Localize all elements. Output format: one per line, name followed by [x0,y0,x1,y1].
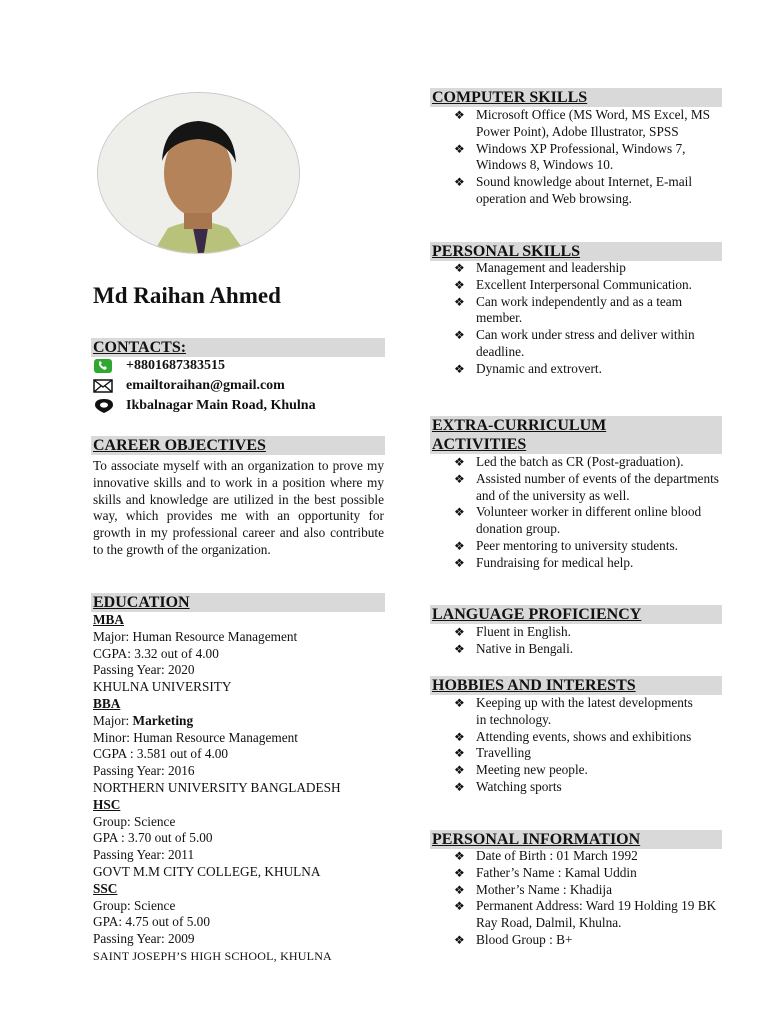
bullet-icon: ❖ [454,641,465,656]
hobbies-list [430,695,700,796]
computer-skills-item [430,107,722,141]
profile-photo [97,92,300,254]
location-pin-icon [93,398,115,414]
language-item [430,624,722,641]
personal-information-item [430,848,722,865]
contact-address [93,398,316,414]
personal-skills-item-text: Management and leadership [476,260,626,275]
hobbies-item-text: Travelling [476,745,531,761]
mba-institution: KHULNA UNIVERSITY [93,679,232,695]
language-list [430,624,722,658]
hobbies-item [430,762,700,779]
ssc-institution: SAINT JOSEPH’S HIGH SCHOOL, KHULNA [93,948,332,963]
hobbies-item-text: Attending events, shows and exhibitions [476,728,692,744]
candidate-name: Md Raihan Ahmed [93,283,281,308]
education-heading: EDUCATION [91,593,385,612]
personal-information-item [430,882,722,899]
personal-information-item [430,865,722,882]
personal-skills-item [430,277,700,294]
contact-email [93,378,285,394]
language-item [430,641,722,658]
bullet-icon: ❖ [454,882,465,897]
personal-information-item-text: Father’s Name : Kamal Uddin [476,864,637,880]
contact-phone [93,358,225,374]
bullet-icon: ❖ [454,696,465,710]
personal-skills-item-text: Can work under stress and deliver within deadline. [476,327,695,359]
bullet-icon: ❖ [454,361,465,376]
bba-major: Major: Marketing [93,712,194,728]
profile-photo-illustration [98,93,299,253]
computer-skills-list [430,107,722,208]
bullet-icon: ❖ [454,261,465,275]
language-item-text: Fluent in English. [476,624,571,639]
bullet-icon: ❖ [454,108,465,122]
bullet-icon: ❖ [454,328,465,343]
personal-information-item-text: Mother’s Name : Khadija [476,881,613,897]
degree-ssc: SSC [93,880,118,896]
hobbies-item-text: Meeting new people. [476,762,588,778]
extra-curriculum-item [430,454,722,471]
bullet-icon: ❖ [454,455,465,469]
bullet-icon: ❖ [454,729,465,744]
bullet-icon: ❖ [454,865,465,880]
career-objectives-text: To associate myself with an organization to prove my innovative skills and to work in a position where my skills and knowledge are utilized in the best possible way, which provides me with an opportunity for growth in my professional career and also contribute to the growth of the organization. [93,458,384,557]
mba-year: Passing Year: 2020 [93,662,195,678]
personal-skills-item [430,327,700,361]
bullet-icon: ❖ [454,555,465,570]
bullet-icon: ❖ [454,141,465,156]
degree-bba: BBA [93,695,121,711]
extra-curriculum-item-text: Fundraising for medical help. [476,554,634,570]
computer-skills-item-text: Sound knowledge about Internet, E-mail operation and Web browsing. [476,174,693,206]
bba-institution: NORTHERN UNIVERSITY BANGLADESH [93,779,341,795]
bba-cgpa: CGPA : 3.581 out of 4.00 [93,746,229,762]
phone-number[interactable]: +8801687383515 [126,358,225,373]
hobbies-heading: HOBBIES AND INTERESTS [430,676,722,695]
hobbies-item-text: Keeping up with the latest developments in technology. [476,695,693,727]
education-list [93,612,393,965]
computer-skills-item-text: Windows XP Professional, Windows 7, Windows 8, Windows 10. [476,140,686,173]
extra-curriculum-item-text: Assisted number of events of the departments and of the university as well. [476,470,719,503]
hsc-year: Passing Year: 2011 [93,847,195,863]
career-objectives-heading: CAREER OBJECTIVES [91,436,385,455]
bullet-icon: ❖ [454,779,465,794]
ssc-group: Group: Science [93,897,176,913]
ssc-gpa: GPA: 4.75 out of 5.00 [93,914,210,930]
hobbies-item [430,779,700,796]
extra-curriculum-list [430,454,722,572]
personal-skills-item-text: Excellent Interpersonal Communication. [476,276,693,292]
mba-cgpa: CGPA: 3.32 out of 4.00 [93,645,219,661]
personal-information-item-text: Date of Birth : 01 March 1992 [476,848,638,863]
bba-year: Passing Year: 2016 [93,763,195,779]
personal-information-list [430,848,722,949]
computer-skills-item [430,141,722,175]
phone-icon [93,358,115,374]
personal-information-item [430,932,722,949]
hsc-gpa: GPA : 3.70 out of 5.00 [93,830,213,846]
extra-curriculum-heading: EXTRA-CURRICULUM ACTIVITIES [430,416,722,454]
address: Ikbalnagar Main Road, Khulna [126,398,316,413]
extra-curriculum-item [430,471,722,505]
bullet-icon: ❖ [454,625,465,639]
hobbies-item [430,729,700,746]
hsc-group: Group: Science [93,813,176,829]
bullet-icon: ❖ [454,175,465,190]
envelope-icon [93,378,115,394]
language-item-text: Native in Bengali. [476,640,574,656]
bullet-icon: ❖ [454,763,465,778]
personal-skills-item [430,260,700,277]
personal-information-heading: PERSONAL INFORMATION [430,830,722,849]
bba-minor: Minor: Human Resource Management [93,729,298,745]
bullet-icon: ❖ [454,538,465,553]
personal-skills-item-text: Dynamic and extrovert. [476,360,602,376]
hobbies-item [430,695,700,729]
bullet-icon: ❖ [454,899,465,914]
extra-curriculum-item [430,538,722,555]
bullet-icon: ❖ [454,505,465,520]
personal-information-item-text: Permanent Address: Ward 19 Holding 19 BK Ray Road, Dalmil, Khulna. [476,898,717,931]
bullet-icon: ❖ [454,849,465,863]
language-heading: LANGUAGE PROFICIENCY [430,605,722,624]
extra-curriculum-item [430,504,722,538]
computer-skills-item-text: Microsoft Office (MS Word, MS Excel, MS Power Point), Adobe Illustrator, SPSS [476,107,711,139]
mba-major: Major: Human Resource Management [93,628,298,644]
bullet-icon: ❖ [454,294,465,309]
contacts-heading: CONTACTS: [91,338,385,357]
extra-curriculum-item [430,555,722,572]
bullet-icon: ❖ [454,471,465,486]
email-address[interactable]: emailtoraihan@gmail.com [126,378,285,393]
bullet-icon: ❖ [454,932,465,947]
personal-information-item-text: Blood Group : B+ [476,931,573,947]
personal-information-item [430,898,722,932]
extra-curriculum-item-text: Peer mentoring to university students. [476,537,679,553]
hsc-institution: GOVT M.M CITY COLLEGE, KHULNA [93,863,321,879]
ssc-year: Passing Year: 2009 [93,931,195,947]
hobbies-item-text: Watching sports [476,778,562,794]
personal-skills-heading: PERSONAL SKILLS [430,242,722,261]
personal-skills-item [430,361,700,378]
hobbies-item [430,745,700,762]
extra-curriculum-item-text: Volunteer worker in different online blood donation group. [476,504,702,537]
personal-skills-item [430,294,700,328]
computer-skills-heading: COMPUTER SKILLS [430,88,722,107]
bullet-icon: ❖ [454,746,465,761]
bullet-icon: ❖ [454,277,465,292]
extra-curriculum-item-text: Led the batch as CR (Post-graduation). [476,454,684,469]
degree-hsc: HSC [93,796,121,812]
degree-mba: MBA [93,612,125,627]
personal-skills-list [430,260,700,378]
computer-skills-item [430,174,722,208]
personal-skills-item-text: Can work independently and as a team member. [476,293,683,326]
